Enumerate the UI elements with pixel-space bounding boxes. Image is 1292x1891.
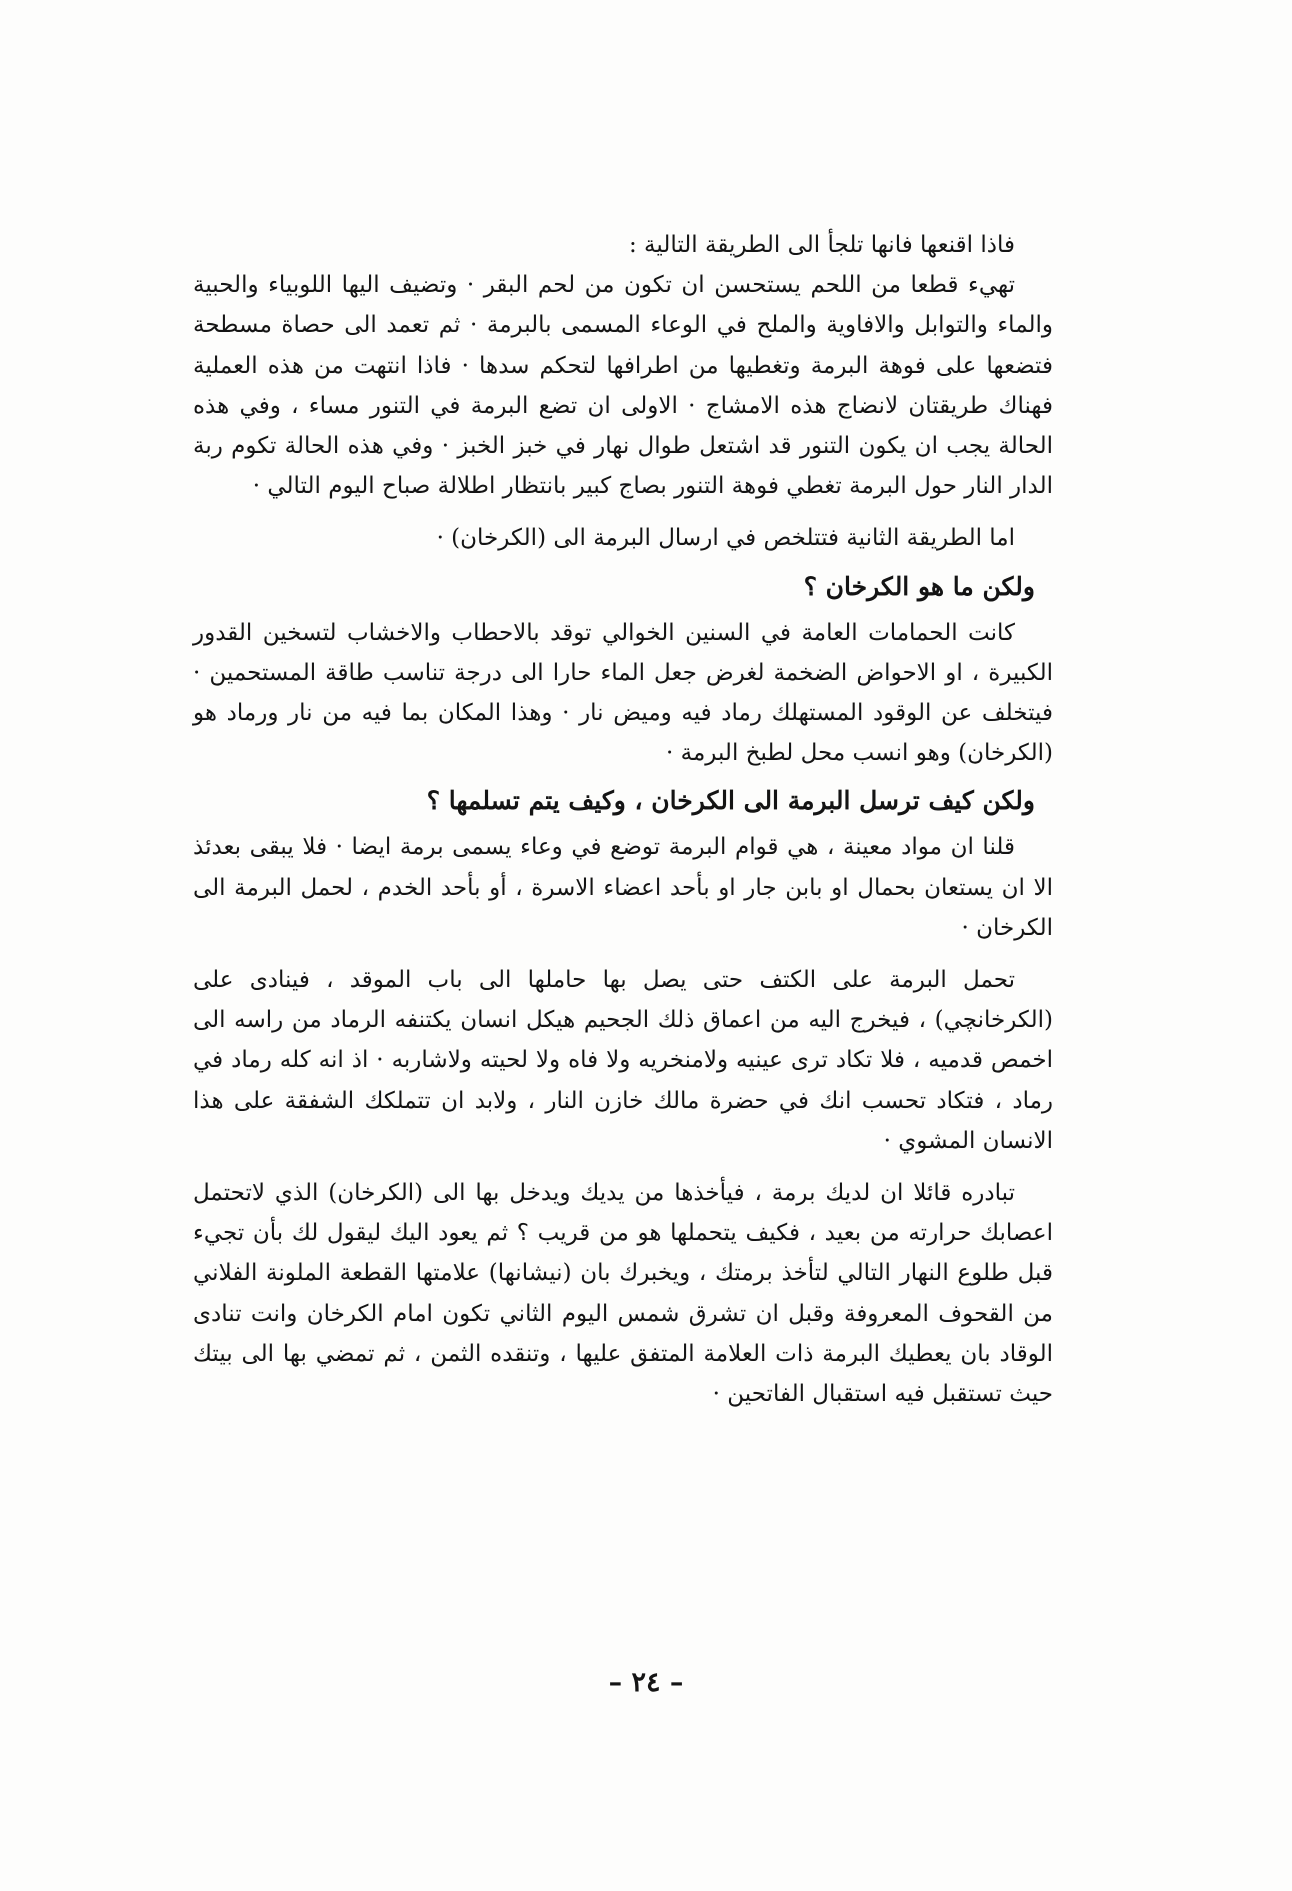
section-heading-what-is-kurkhan: ولكن ما هو الكرخان ؟: [803, 571, 1035, 601]
paragraph-handover: تبادره قائلا ان لديك برمة ، فيأخذها من يديك ويدخل بها الى (الكرخان) الذي لاتحتمل اعصابك حرارته من بعيد ، فكيف يتحملها هو من قريب ؟ ثم يعود اليك ليقول لك بأن تجيء قبل طلوع النهار التالي لتأخذ برمتك ، ويخبرك بان (نيشانها) علامتها القطعة الملونة الفلاني من القحوف المعروفة وقبل ان تشرق شمس اليوم الثاني تكون امام الكرخان وانت تنادى الوقاد بان يعطيك البرمة ذات العلامة المتفق عليها ، وتنقده الثمن ، ثم تمضي بها الى بيتك حيث تستقبل فيه استقبال الفاتحين ·: [193, 1180, 1053, 1408]
section-heading-how-sent: ولكن كيف ترسل البرمة الى الكرخان ، وكيف يتم تسلمها ؟: [426, 786, 1035, 816]
paragraph-recipe: تهيء قطعا من اللحم يستحسن ان تكون من لحم البقر · وتضيف اليها اللوبياء والحبية والماء والتوابل والافاوية والملح في الوعاء المسمى بالبرمة · ثم تعمد الى حصاة مسطحة فتضعها على فوهة البرمة وتغطيها من اطرافها لتحكم سدها · فاذا انتهت من هذه العملية فهناك طريقتان لانضاج هذه الامشاج · الاولى ان تضع البرمة في التنور مساء ، وفي هذه الحالة يجب ان يكون التنور قد اشتعل طوال نهار في خبز الخبز · وفي هذه الحالة تكوم ربة الدار النار حول البرمة تغطي فوهة التنور بصاج كبير بانتظار اطلالة صباح اليوم التالي ·: [193, 272, 1053, 500]
page-number: – ٢٤ –: [608, 1667, 684, 1698]
paragraph-materials: قلنا ان مواد معينة ، هي قوام البرمة توضع في وعاء يسمى برمة ايضا · فلا يبقى بعدئذ الا ان يستعان بحمال او بابن جار او بأحد اعضاء الاسرة ، أو بأحد الخدم ، لحمل البرمة الى الكرخان ·: [193, 834, 1053, 941]
paragraph-gap: [193, 506, 1053, 518]
paragraph-carrying: تحمل البرمة على الكتف حتى يصل بها حاملها الى باب الموقد ، فينادى على (الكرخانچي) ، فيخرج اليه من اعماق ذلك الجحيم هيكل انسان يكتنفه الرماد من راسه الى اخمص قدميه ، فلا تكاد ترى عينيه ولامنخريه ولا فاه ولا لحيته ولاشاربه · اذ انه كله رماد في رماد ، فتكاد تحسب انك في حضرة مالك خازن النار ، ولابد ان تتملكك الشفقة على هذا الانسان المشوي ·: [193, 967, 1053, 1154]
paragraph-gap: [193, 948, 1053, 960]
paragraph-second-method: اما الطريقة الثانية فتتلخص في ارسال البرمة الى (الكرخان) ·: [436, 525, 1015, 552]
page-text-body: [193, 225, 1053, 1414]
paragraph-kurkhan-description: كانت الحمامات العامة في السنين الخوالي توقد بالاحطاب والاخشاب لتسخين القدور الكبيرة ، او الاحواض الضخمة لغرض جعل الماء حارا الى درجة تناسب طاقة المستحمين · فيتخلف عن الوقود المستهلك رماد فيه وميض نار · وهذا المكان بما فيه من نار ورماد هو (الكرخان) وهو انسب محل لطبخ البرمة ·: [193, 619, 1053, 767]
paragraph-gap: [193, 1161, 1053, 1173]
paragraph-intro: فاذا اقنعها فانها تلجأ الى الطريقة التالية :: [629, 232, 1015, 258]
